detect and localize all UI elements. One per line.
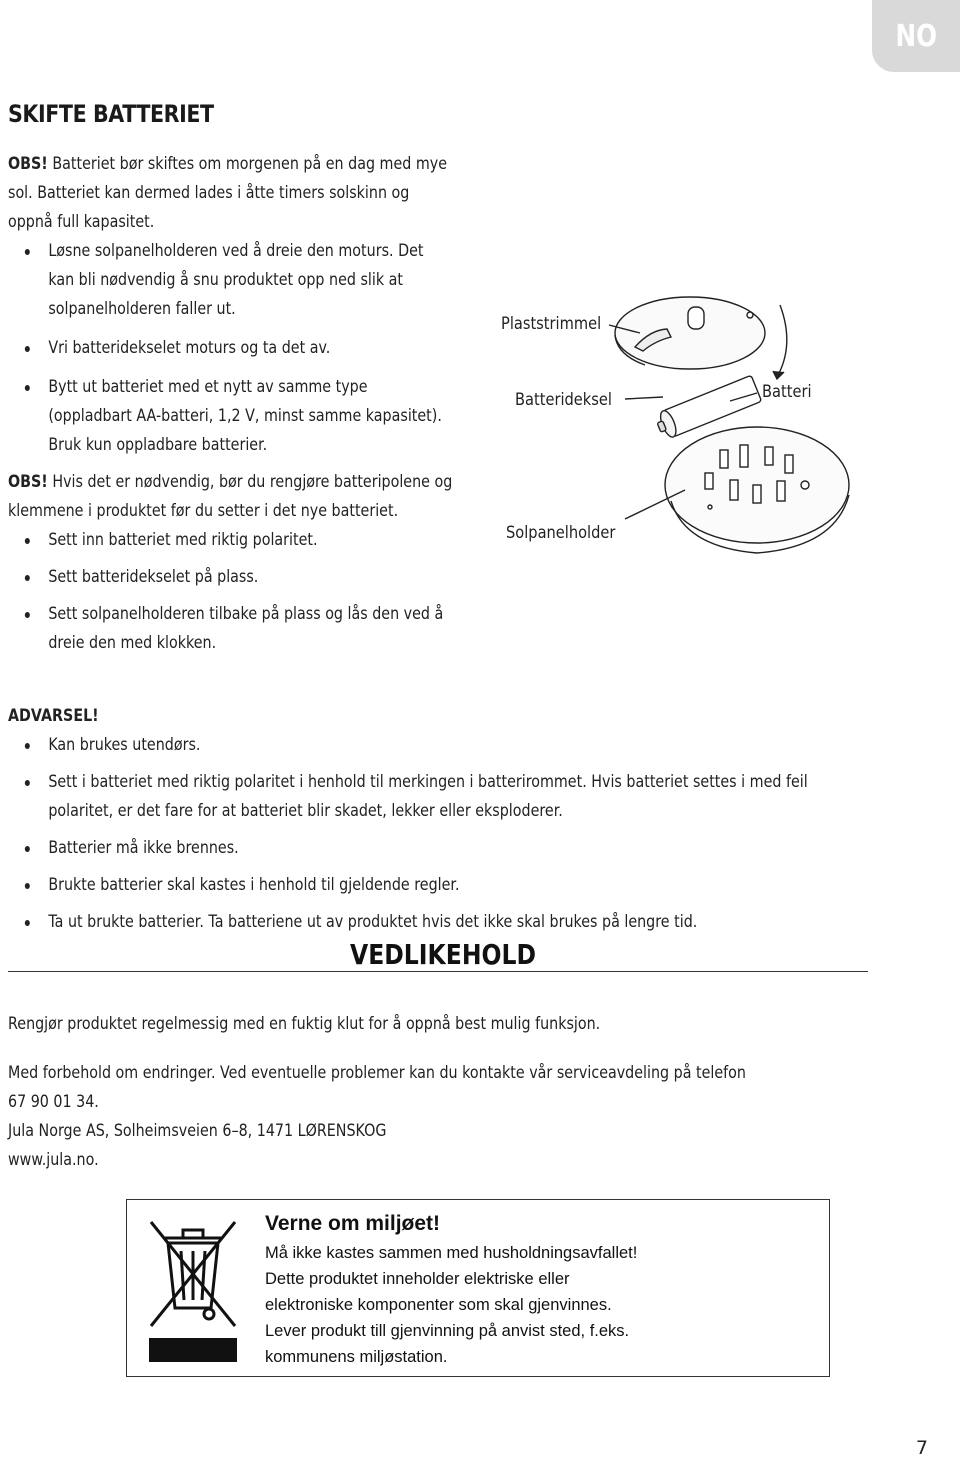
battery-steps-list (8, 237, 453, 460)
obs-text: Hvis det er nødvendig, bør du rengjøre batteripolene og klemmene i produktet før du setter i det nye batteriet. (8, 472, 453, 521)
warning-heading: ADVARSEL! (8, 706, 99, 726)
label-batterideksel: Batterideksel (515, 390, 612, 410)
obs-text: Batteriet bør skiftes om morgenen på en dag med mye sol. Batteriet kan dermed lades i åtte timers solskinn og oppnå full kapasitet. (8, 154, 448, 232)
obs-label: OBS! (8, 154, 48, 174)
environment-title: Verne om miljøet! (265, 1212, 441, 1235)
page-number: 7 (915, 1437, 928, 1459)
environment-line: elektroniske komponenter som skal gjenvinnes. (265, 1296, 612, 1314)
environment-text (265, 1212, 825, 1370)
list-item: Sett solpanelholderen tilbake på plass og lås den ved å dreie den med klokken. (8, 600, 453, 658)
language-code: NO (895, 18, 937, 54)
battery-section-heading: SKIFTE BATTERIET (8, 100, 214, 128)
environment-line: kommunens miljøstation. (265, 1348, 448, 1366)
contact-phone: 67 90 01 34. (8, 1092, 99, 1112)
environment-notice (126, 1199, 830, 1377)
list-item: Ta ut brukte batterier. Ta batteriene ut av produktet hvis det ikke skal brukes på lengre tid. (8, 908, 865, 937)
list-item: Sett inn batteriet med riktig polaritet. (8, 526, 453, 555)
environment-line: Lever produkt till gjenvinning på anvist sted, f.eks. (265, 1322, 630, 1340)
battery-instructions (8, 150, 453, 658)
language-tab (872, 0, 960, 72)
warning-list (8, 731, 865, 937)
list-item: Kan brukes utendørs. (8, 731, 865, 760)
list-item: Bytt ut batteriet med et nytt av samme type (oppladbart AA-batteri, 1,2 V, minst samme kapasitet). Bruk kun oppladbare batterier. (8, 373, 453, 460)
warning-section (8, 702, 865, 937)
label-solpanelholder: Solpanelholder (506, 523, 616, 543)
maintenance-text (8, 1010, 865, 1039)
label-plaststrimmel: Plaststrimmel (501, 314, 602, 334)
list-item: Batterier må ikke brennes. (8, 834, 865, 863)
obs-note-1 (8, 150, 453, 237)
contact-address: Jula Norge AS, Solheimsveien 6–8, 1471 LØRENSKOG (8, 1121, 387, 1141)
list-item: Vri batteridekselet moturs og ta det av. (8, 334, 453, 363)
label-batteri: Batteri (762, 382, 812, 402)
obs-note-2 (8, 468, 453, 526)
maintenance-heading: VEDLIKEHOLD (350, 938, 537, 971)
section-divider (8, 971, 868, 972)
contact-info (8, 1059, 865, 1175)
list-item: Løsne solpanelholderen ved å dreie den moturs. Det kan bli nødvendig å snu produktet opp ned slik at solpanelholderen faller ut. (8, 237, 453, 324)
maintenance-paragraph: Rengjør produktet regelmessig med en fuktig klut for å oppnå best mulig funksjon. (8, 1014, 601, 1034)
contact-web: www.jula.no. (8, 1150, 99, 1170)
battery-steps-list-2 (8, 526, 453, 658)
environment-line: Må ikke kastes sammen med husholdningsavfallet! (265, 1244, 638, 1262)
list-item: Sett batteridekselet på plass. (8, 563, 453, 592)
list-item: Brukte batterier skal kastes i henhold til gjeldende regler. (8, 871, 865, 900)
battery-diagram (495, 285, 885, 575)
environment-line: Dette produktet inneholder elektriske eller (265, 1270, 570, 1288)
crossed-bin-icon (143, 1216, 243, 1366)
list-item: Sett i batteriet med riktig polaritet i henhold til merkingen i batterirommet. Hvis batteriet settes i med feil polaritet, er det fare for at batteriet blir skadet, lekker eller eksploderer. (8, 768, 865, 826)
environment-lines (265, 1240, 825, 1370)
contact-line: Med forbehold om endringer. Ved eventuelle problemer kan du kontakte vår serviceavdeling på telefon (8, 1063, 746, 1083)
obs-label: OBS! (8, 472, 48, 492)
